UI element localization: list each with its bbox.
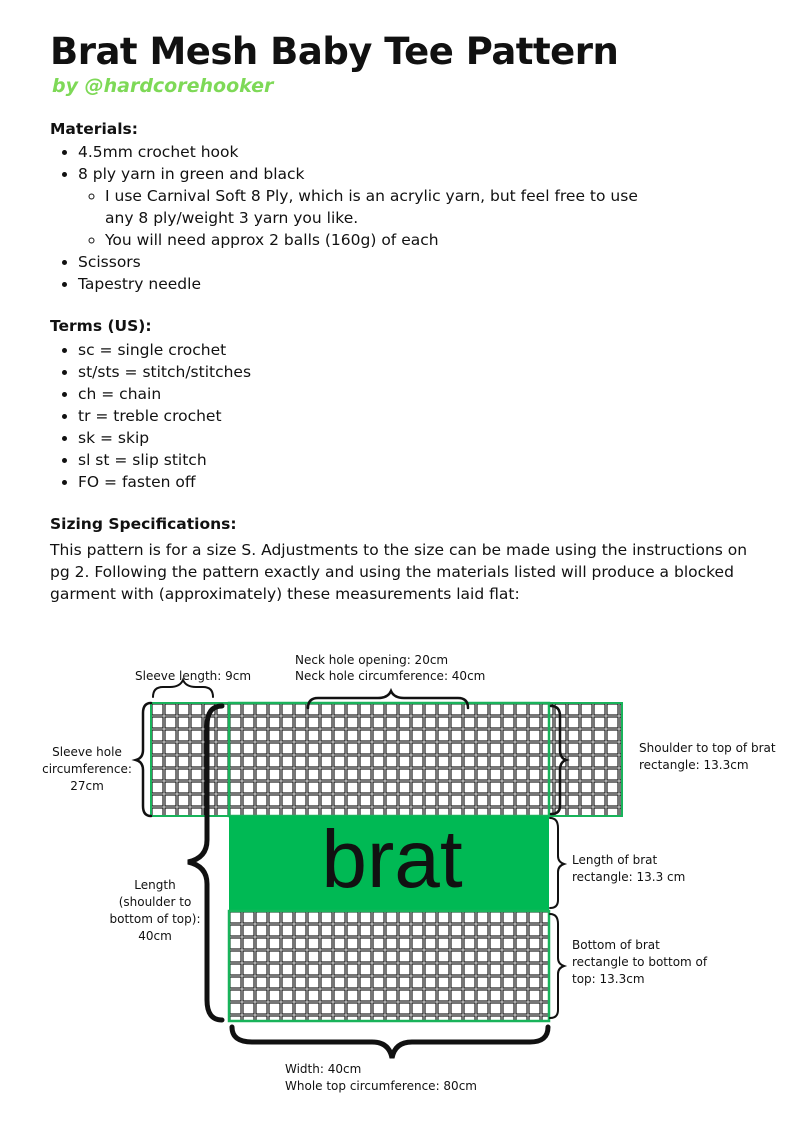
bottom-brace	[550, 914, 564, 1018]
width-label	[285, 1061, 477, 1095]
shoulder-label	[639, 740, 776, 774]
brat-text: brat	[321, 814, 463, 905]
sizing-heading: Sizing Specifications:	[50, 515, 237, 533]
label-line: Whole top circumference: 80cm	[285, 1079, 477, 1093]
list-item: • ch = chain	[78, 383, 768, 405]
label-line: Length of brat	[572, 853, 658, 867]
terms-list	[50, 339, 768, 493]
list-item: • Tapestry needle	[78, 273, 768, 295]
label-line: Bottom of brat	[572, 938, 660, 952]
list-item: • sc = single crochet	[78, 339, 768, 361]
list-item: • sl st = slip stitch	[78, 449, 768, 471]
upper-body-mesh	[229, 703, 549, 816]
brat-length-label	[572, 852, 685, 886]
label-line: circumference:	[42, 762, 132, 776]
page-title: Brat Mesh Baby Tee Pattern	[50, 30, 619, 73]
list-item: • Scissors	[78, 251, 768, 273]
label-line: Shoulder to top of brat	[639, 741, 776, 755]
list-item	[78, 163, 768, 251]
label-line: 27cm	[70, 779, 104, 793]
list-item: • tr = treble crochet	[78, 405, 768, 427]
label-line: Sleeve hole	[52, 745, 122, 759]
sleeve-length-label: Sleeve length: 9cm	[135, 669, 252, 683]
sub-list	[78, 185, 768, 251]
label-line: rectangle to bottom of	[572, 955, 708, 969]
list-item: • st/sts = stitch/stitches	[78, 361, 768, 383]
length-label	[100, 877, 210, 945]
left-sleeve-mesh	[151, 703, 229, 816]
label-line: rectangle: 13.3cm	[639, 758, 749, 772]
author-byline: by @hardcorehooker	[52, 75, 274, 97]
terms-heading: Terms (US):	[50, 317, 152, 335]
list-item: • sk = skip	[78, 427, 768, 449]
list-item: • 4.5mm crochet hook	[78, 141, 768, 163]
list-item: • FO = fasten off	[78, 471, 768, 493]
label-line: bottom of top):	[109, 912, 201, 926]
label-line: Width: 40cm	[285, 1062, 362, 1076]
sub-list-item: ◦ I use Carnival Soft 8 Ply, which is an acrylic yarn, but feel free to use any 8 ply/weight 3 yarn you like.	[105, 185, 665, 229]
width-brace	[232, 1027, 548, 1058]
label-line: top: 13.3cm	[572, 972, 645, 986]
sleeve-hole-label	[34, 744, 140, 795]
label-line: 40cm	[138, 929, 172, 943]
label-line: rectangle: 13.3 cm	[572, 870, 686, 884]
label-line: Length	[134, 878, 176, 892]
materials-heading: Materials:	[50, 120, 138, 138]
materials-list	[50, 141, 768, 295]
lower-body-mesh	[229, 911, 549, 1021]
sub-list-item: ◦ You will need approx 2 balls (160g) of each	[105, 229, 768, 251]
list-item-text: 8 ply yarn in green and black	[78, 165, 305, 183]
bottom-label	[572, 937, 707, 988]
sizing-paragraph: This pattern is for a size S. Adjustments to the size can be made using the instructions on pg 2. Following the pattern exactly and using the materials listed will produce a blocked garment with (approximately) these measurements laid flat:	[50, 541, 748, 603]
brat-length-brace	[550, 818, 564, 908]
neck-circumference-label: Neck hole circumference: 40cm	[295, 669, 486, 683]
label-line: (shoulder to	[118, 895, 192, 909]
neck-opening-label: Neck hole opening: 20cm	[295, 653, 449, 667]
